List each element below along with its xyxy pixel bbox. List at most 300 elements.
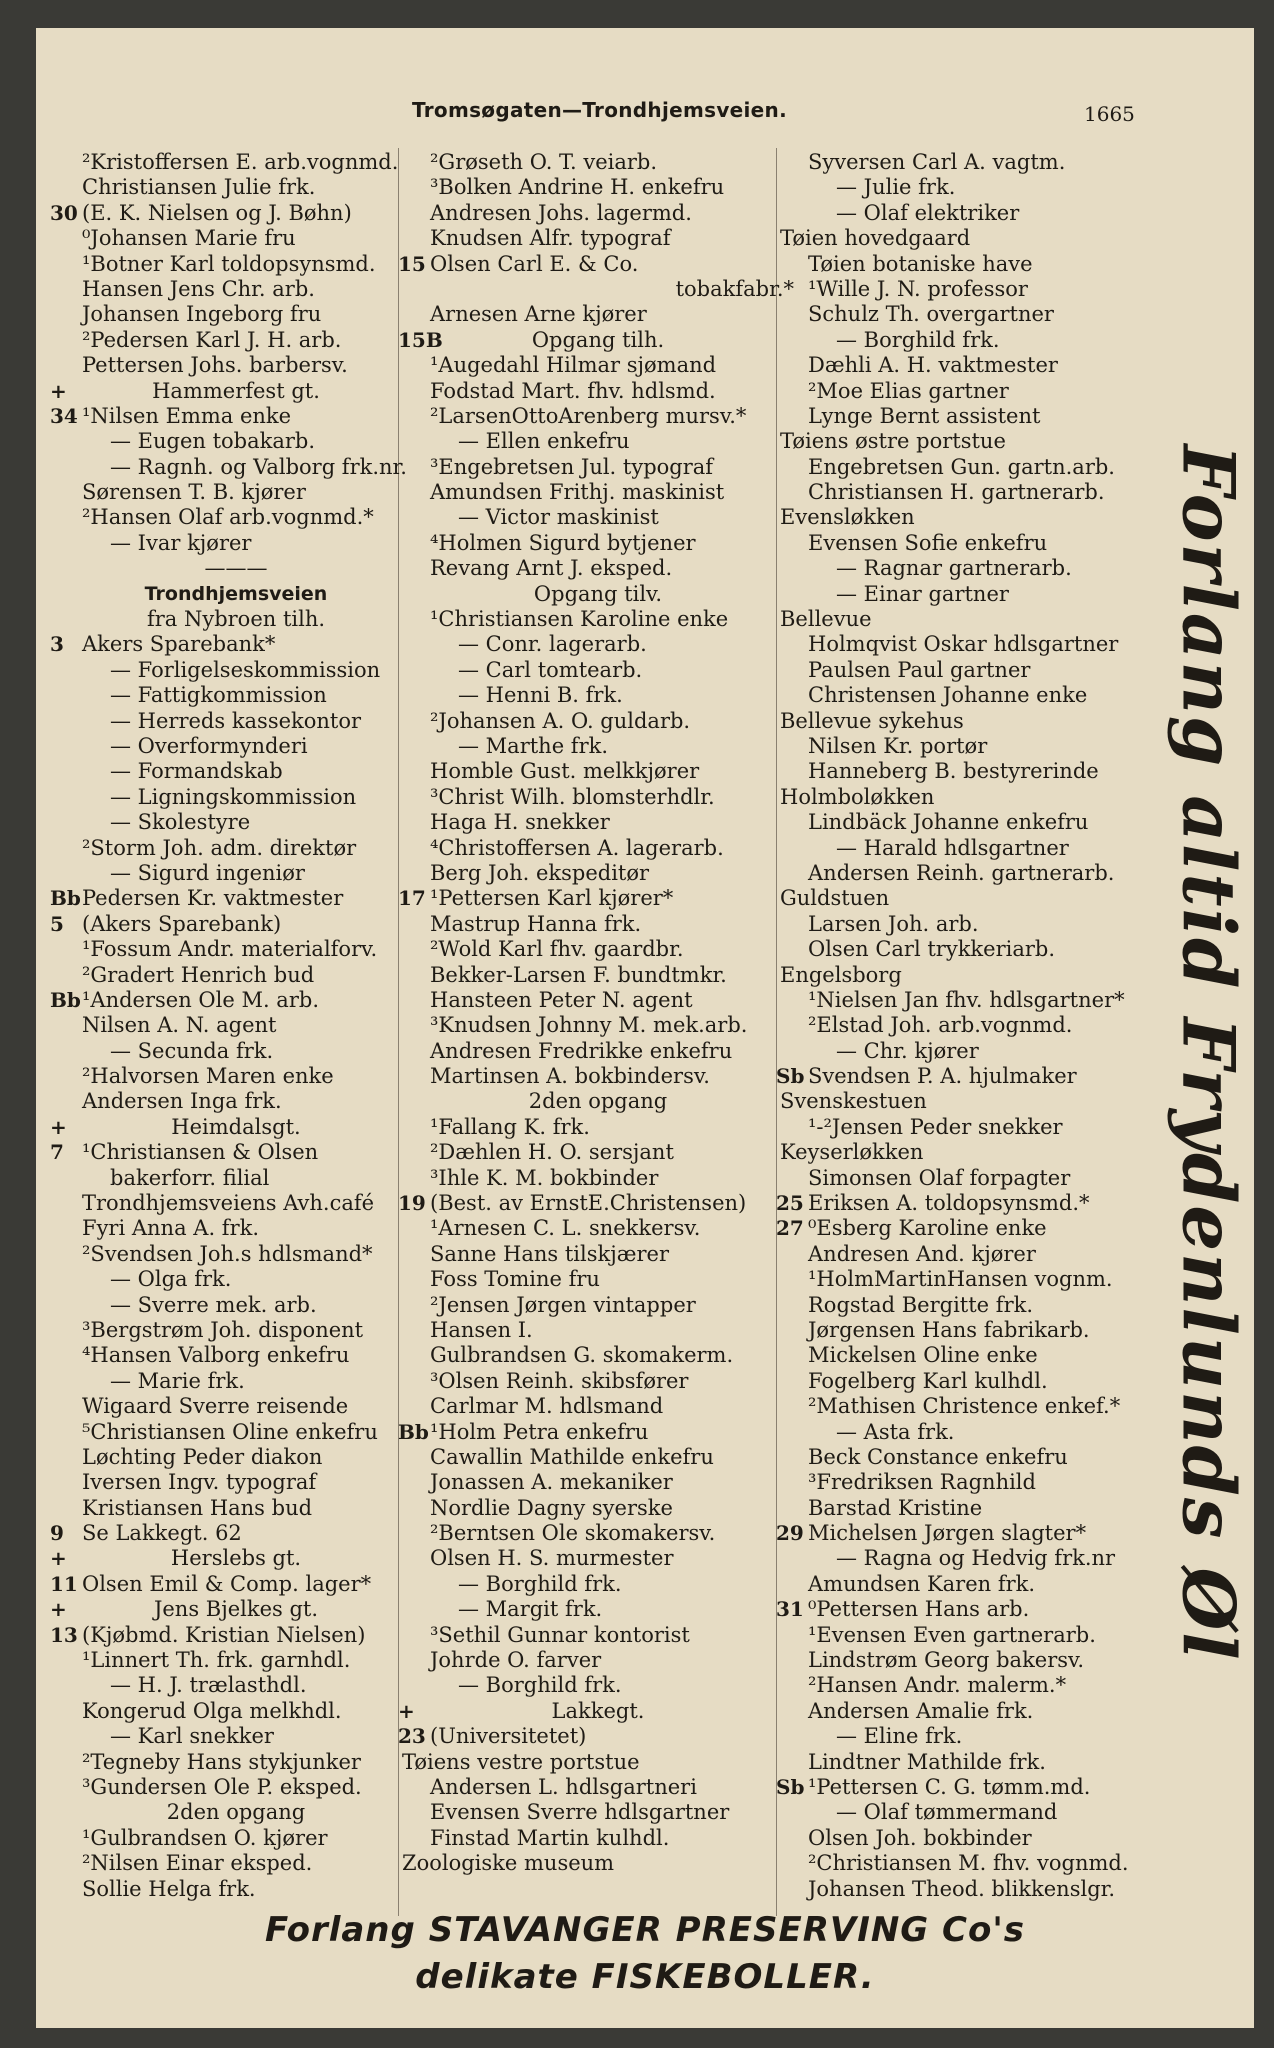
directory-entry: [398, 226, 798, 251]
house-number: 11: [50, 1571, 78, 1596]
directory-entry: [50, 1115, 422, 1140]
directory-entry: [50, 226, 422, 251]
directory-entry: [50, 759, 422, 784]
house-number: Sb: [776, 1064, 805, 1089]
entry-text: ³Ihle K. M. bokbinder: [430, 1165, 659, 1190]
entry-text: ¹Pettersen Karl kjører*: [430, 886, 674, 911]
entry-text: — Sigurd ingeniør: [110, 860, 305, 885]
house-number: +: [398, 1698, 415, 1723]
entry-text: ²Elstad Joh. arb.vognmd.: [808, 1013, 1073, 1038]
entry-text: Jonassen A. mekaniker: [430, 1470, 673, 1495]
entry-text: Homble Gust. melkkjører: [430, 759, 700, 784]
directory-entry: [776, 886, 1166, 911]
entry-text: ³Bergstrøm Joh. disponent: [82, 1317, 364, 1342]
directory-entry: [776, 709, 1166, 734]
directory-entry: [776, 1699, 1166, 1724]
entry-text: Svenskestuen: [780, 1089, 927, 1114]
house-number: +: [50, 1597, 67, 1622]
entry-text: Andersen L. hdlsgartneri: [430, 1775, 697, 1799]
directory-entry: [398, 1166, 798, 1191]
directory-entry: [776, 1343, 1166, 1368]
directory-entry: [776, 379, 1166, 404]
entry-text: — Ragna og Hedvig frk.nr: [836, 1546, 1116, 1571]
directory-entry: [776, 328, 1166, 353]
directory-entry: [776, 836, 1166, 861]
entry-text: (Universitetet): [430, 1724, 587, 1749]
entry-text: ²Wold Karl fhv. gaardbr.: [430, 937, 684, 962]
directory-entry: [398, 1851, 798, 1876]
entry-text: Hanneberg B. bestyrerinde: [808, 759, 1099, 784]
house-number: 7: [50, 1140, 64, 1165]
entry-text: Lakkegt.: [551, 1698, 645, 1723]
entry-text: Iversen Ingv. typograf: [82, 1470, 317, 1495]
directory-entry: [776, 1470, 1166, 1495]
directory-entry: [398, 963, 798, 988]
directory-entry: [50, 1572, 422, 1597]
entry-text: Tøiens vestre portstue: [402, 1749, 640, 1774]
entry-text: — Sverre mek. arb.: [110, 1292, 317, 1317]
directory-entry: [398, 886, 798, 911]
directory-entry: [776, 1064, 1166, 1089]
directory-entry: [398, 1013, 798, 1038]
entry-text: Fyri Anna A. frk.: [82, 1216, 260, 1241]
directory-entry: [50, 1064, 422, 1089]
entry-text: Sollie Helga frk.: [82, 1876, 256, 1901]
directory-entry: [50, 302, 422, 327]
directory-entry: [776, 531, 1166, 556]
entry-text: Bekker-Larsen F. bundtmkr.: [430, 962, 727, 987]
directory-entry: [50, 734, 422, 759]
directory-entry: [50, 988, 422, 1013]
entry-text: ²Mathisen Christence enkef.*: [808, 1394, 1121, 1419]
directory-entry: [50, 201, 422, 226]
directory-entry: [50, 1242, 422, 1267]
entry-text: ³Knudsen Johnny M. mek.arb.: [430, 1013, 748, 1038]
house-number: 19: [398, 1191, 426, 1216]
directory-entry: [50, 150, 422, 175]
directory-entry: [398, 582, 798, 607]
entry-text: — Olaf tømmermand: [836, 1800, 1058, 1825]
directory-entry: [398, 683, 798, 708]
entry-text: ¹HolmMartinHansen vognm.: [808, 1267, 1113, 1292]
directory-entry: [50, 785, 422, 810]
directory-entry: [398, 505, 798, 530]
entry-text: Engebretsen Gun. gartn.arb.: [808, 454, 1115, 479]
directory-entry: [50, 1496, 422, 1521]
directory-entry: [50, 1318, 422, 1343]
entry-text: Syversen Carl A. vagtm.: [808, 150, 1066, 174]
directory-entry: [50, 1343, 422, 1368]
entry-text: ²Jensen Jørgen vintapper: [430, 1292, 696, 1317]
entry-text: Olsen Joh. bokbinder: [808, 1825, 1032, 1850]
directory-entry: [50, 556, 422, 581]
entry-text: — Borghild frk.: [458, 1673, 622, 1698]
entry-text: — Olaf elektriker: [836, 200, 1020, 225]
house-number: 34: [50, 403, 78, 428]
entry-text: — Margit frk.: [458, 1597, 603, 1622]
directory-entry: [398, 480, 798, 505]
entry-text: Sanne Hans tilskjærer: [430, 1241, 669, 1266]
entry-text: Johrde O. farver: [430, 1648, 602, 1673]
entry-text: Fogelberg Karl kulhdl.: [808, 1368, 1048, 1393]
directory-entry: [50, 1597, 422, 1622]
directory-entry: [50, 1546, 422, 1571]
directory-entry: [398, 607, 798, 632]
entry-text: Andersen Inga frk.: [82, 1089, 282, 1114]
entry-text: Nilsen Kr. portør: [808, 733, 988, 758]
house-number: 23: [398, 1724, 426, 1749]
entry-text: Gulbrandsen G. skomakerm.: [430, 1343, 734, 1368]
entry-text: — Olga frk.: [110, 1267, 232, 1292]
directory-entry: [776, 1851, 1166, 1876]
entry-text: — Skolestyre: [110, 810, 251, 835]
directory-entry: [776, 1648, 1166, 1673]
entry-text: — Fattigkommission: [110, 683, 327, 708]
entry-text: ³Fredriksen Ragnhild: [808, 1470, 1036, 1495]
directory-entry: [398, 1572, 798, 1597]
entry-text: — Conr. lagerarb.: [458, 632, 647, 657]
entry-text: — Eline frk.: [836, 1724, 963, 1749]
entry-text: Andersen Amalie frk.: [808, 1698, 1034, 1723]
directory-entry: [776, 632, 1166, 657]
directory-entry: [776, 1826, 1166, 1851]
entry-text: Cawallin Mathilde enkefru: [430, 1444, 714, 1469]
directory-page: [36, 28, 1254, 2028]
directory-entry: [50, 861, 422, 886]
entry-text: — Henni B. frk.: [458, 683, 623, 708]
house-number: +: [50, 1546, 67, 1571]
entry-text: — Ragnar gartnerarb.: [836, 556, 1072, 581]
entry-text: Christiansen Julie frk.: [82, 175, 316, 200]
directory-entry: [776, 429, 1166, 454]
entry-text: — Ellen enkefru: [458, 429, 630, 454]
entry-text: ²Hansen Olaf arb.vognmd.*: [82, 505, 374, 530]
directory-entry: [398, 1242, 798, 1267]
directory-entry: [776, 1420, 1166, 1445]
directory-entry: [776, 1775, 1166, 1800]
directory-entry: [398, 353, 798, 378]
entry-text: Pettersen Johs. barbersv.: [82, 353, 348, 378]
directory-entry: [776, 1191, 1166, 1216]
directory-entry: [50, 963, 422, 988]
entry-text: Jørgensen Hans fabrikarb.: [808, 1317, 1090, 1342]
house-number: 17: [398, 886, 426, 911]
entry-text: ³Olsen Reinh. skibsfører: [430, 1368, 689, 1393]
entry-text: ⁰Pettersen Hans arb.: [808, 1597, 1030, 1622]
directory-entry: [50, 1851, 422, 1876]
directory-entry: [776, 1623, 1166, 1648]
house-number: Bb: [50, 987, 81, 1012]
directory-entry: [50, 912, 422, 937]
directory-entry: [50, 836, 422, 861]
directory-entry: [50, 1293, 422, 1318]
directory-entry: [776, 810, 1166, 835]
entry-text: ²Berntsen Ole skomakersv.: [430, 1521, 716, 1546]
entry-text: (E. K. Nielsen og J. Bøhn): [82, 200, 352, 225]
entry-text: Løchting Peder diakon: [82, 1444, 323, 1469]
entry-text: Tøien hovedgaard: [780, 226, 971, 251]
entry-text: Hammerfest gt.: [152, 378, 320, 403]
house-number: 13: [50, 1622, 78, 1647]
directory-entry: [776, 1521, 1166, 1546]
directory-entry: [776, 759, 1166, 784]
house-number: Bb: [398, 1419, 429, 1444]
directory-entry: [50, 1369, 422, 1394]
directory-entry: [398, 1369, 798, 1394]
entry-text: ¹Gulbrandsen O. kjører: [82, 1825, 328, 1850]
entry-text: Holmboløkken: [780, 784, 935, 809]
entry-text: Heimdalsgt.: [171, 1114, 301, 1139]
directory-entry: [50, 455, 422, 480]
entry-text: ³Christ Wilh. blomsterhdlr.: [430, 784, 715, 809]
directory-entry: [776, 1089, 1166, 1114]
directory-entry: [776, 277, 1166, 302]
directory-entry: [776, 785, 1166, 810]
entry-text: fra Nybroen tilh.: [146, 607, 326, 632]
directory-entry: [776, 175, 1166, 200]
directory-entry: [50, 252, 422, 277]
directory-entry: [776, 1216, 1166, 1241]
directory-entry: [776, 1115, 1166, 1140]
directory-entry: [398, 1673, 798, 1698]
entry-text: ¹Augedahl Hilmar sjømand: [430, 353, 717, 378]
directory-entry: [50, 404, 422, 429]
page-number: 1665: [1084, 102, 1135, 126]
entry-text: Pedersen Kr. vaktmester: [82, 886, 344, 911]
entry-text: Sørensen T. B. kjører: [82, 480, 306, 505]
entry-text: ¹Botner Karl toldopsynsmd.: [82, 251, 376, 276]
directory-entry: [50, 1877, 422, 1902]
entry-text: — Eugen tobakarb.: [110, 429, 316, 454]
directory-entry: [398, 1496, 798, 1521]
entry-text: Foss Tomine fru: [430, 1267, 600, 1292]
directory-entry: [50, 1445, 422, 1470]
directory-entry: [398, 1191, 798, 1216]
directory-entry: [398, 1470, 798, 1495]
entry-text: Lindbäck Johanne enkefru: [808, 810, 1089, 835]
entry-text: Opgang tilv.: [533, 581, 663, 606]
directory-entry: [776, 404, 1166, 429]
entry-text: ³Engebretsen Jul. typograf: [430, 454, 714, 479]
house-number: 27: [776, 1216, 804, 1241]
directory-entry: [776, 353, 1166, 378]
directory-entry: [398, 1699, 798, 1724]
directory-entry: [398, 150, 798, 175]
entry-text: Nilsen A. N. agent: [82, 1013, 277, 1038]
directory-entry: [398, 277, 798, 302]
entry-text: ⁵Christiansen Oline enkefru: [82, 1419, 378, 1444]
directory-entry: [50, 1521, 422, 1546]
directory-entry: [776, 1445, 1166, 1470]
entry-text: Trondhjemsveiens Avh.café: [82, 1191, 375, 1216]
directory-entry: [398, 658, 798, 683]
directory-entry: [776, 988, 1166, 1013]
directory-entry: [776, 937, 1166, 962]
directory-entry: [776, 1673, 1166, 1698]
entry-text: — Forligelseskommission: [110, 657, 381, 682]
directory-entry: [398, 988, 798, 1013]
entry-text: ³Sethil Gunnar kontorist: [430, 1622, 690, 1647]
directory-entry: [776, 455, 1166, 480]
directory-entry: [50, 379, 422, 404]
entry-text: Amundsen Frithj. maskinist: [430, 480, 725, 505]
entry-text: Finstad Martin kulhdl.: [430, 1825, 670, 1850]
directory-entry: [50, 607, 422, 632]
directory-entry: [398, 709, 798, 734]
entry-text: ¹Fossum Andr. materialforv.: [82, 937, 378, 962]
directory-entry: [776, 1394, 1166, 1419]
directory-entry: [50, 531, 422, 556]
entry-text: Svendsen P. A. hjulmaker: [808, 1064, 1077, 1089]
entry-text: tobakfabr.*: [675, 276, 794, 301]
entry-text: Martinsen A. bokbindersv.: [430, 1064, 710, 1089]
entry-text: ²Johansen A. O. guldarb.: [430, 708, 691, 733]
entry-text: ⁴Christoffersen A. lagerarb.: [430, 835, 724, 860]
directory-entry: [398, 1267, 798, 1292]
directory-entry: [776, 1877, 1166, 1902]
directory-entry: [398, 1546, 798, 1571]
entry-text: ²Hansen Andr. malerm.*: [808, 1673, 1067, 1698]
entry-text: Bellevue sykehus: [780, 708, 964, 733]
entry-text: Beck Constance enkefru: [808, 1444, 1068, 1469]
directory-entry: [398, 252, 798, 277]
entry-text: — Victor maskinist: [458, 505, 659, 530]
directory-entry: [398, 734, 798, 759]
directory-entry: [50, 480, 422, 505]
house-number: Bb: [50, 886, 81, 911]
directory-entry: [50, 1750, 422, 1775]
directory-entry: [50, 1089, 422, 1114]
directory-entry: [398, 836, 798, 861]
directory-entry: [398, 785, 798, 810]
entry-text: ⁴Hansen Valborg enkefru: [82, 1343, 350, 1368]
entry-text: Andresen Johs. lagermd.: [430, 200, 692, 225]
entry-text: ¹Linnert Th. frk. garnhdl.: [82, 1648, 351, 1673]
house-number: 15: [398, 251, 426, 276]
entry-text: — Ragnh. og Valborg frk.nr.: [110, 454, 407, 479]
directory-entry: [398, 1445, 798, 1470]
directory-entry: [50, 683, 422, 708]
entry-text: Andersen Reinh. gartnerarb.: [808, 860, 1115, 885]
directory-entry: [50, 1216, 422, 1241]
directory-entry: [50, 582, 422, 607]
entry-text: Lynge Bernt assistent: [808, 403, 1041, 428]
bottom-advertisement: [36, 1908, 1254, 2002]
directory-entry: [398, 1775, 798, 1800]
directory-entry: [398, 759, 798, 784]
entry-text: ²Storm Joh. adm. direktør: [82, 835, 357, 860]
entry-text: Jens Bjelkes gt.: [153, 1597, 319, 1622]
directory-entry: [776, 201, 1166, 226]
directory-entry: [776, 1267, 1166, 1292]
entry-text: Simonsen Olaf forpagter: [808, 1165, 1071, 1190]
entry-text: ²Kristoffersen E. arb.vognmd.: [82, 150, 399, 174]
directory-entry: [398, 1800, 798, 1825]
directory-entry: [398, 1039, 798, 1064]
directory-entry: [776, 505, 1166, 530]
directory-entry: [776, 1750, 1166, 1775]
entry-text: Nordlie Dagny syerske: [430, 1495, 673, 1520]
directory-entry: [776, 1242, 1166, 1267]
directory-entry: [50, 709, 422, 734]
directory-entry: [398, 1293, 798, 1318]
directory-entry: [398, 556, 798, 581]
entry-text: Hansen Jens Chr. arb.: [82, 276, 315, 301]
entry-text: Lindstrøm Georg bakersv.: [808, 1648, 1085, 1673]
directory-entry: [398, 1826, 798, 1851]
entry-text: Tøiens østre portstue: [780, 429, 1006, 454]
entry-text: Hansen I.: [430, 1317, 533, 1342]
directory-entry: [398, 379, 798, 404]
directory-entry: [776, 734, 1166, 759]
entry-text: — Marie frk.: [110, 1368, 245, 1393]
directory-entry: [50, 1673, 422, 1698]
directory-entry: [50, 1267, 422, 1292]
entry-text: Opgang tilh.: [531, 327, 665, 352]
entry-text: ²Moe Elias gartner: [808, 378, 1009, 403]
directory-entry: [776, 150, 1166, 175]
entry-text: Revang Arnt J. eksped.: [430, 556, 673, 581]
entry-text: — Chr. kjører: [836, 1038, 979, 1063]
entry-text: Lindtner Mathilde frk.: [808, 1749, 1046, 1774]
entry-text: Johansen Theod. blikkenslgr.: [808, 1876, 1116, 1901]
entry-text: Barstad Kristine: [808, 1495, 983, 1520]
entry-text: Fodstad Mart. fhv. hdlsmd.: [430, 378, 716, 403]
entry-text: Akers Sparebank*: [82, 632, 276, 657]
entry-text: Engelsborg: [780, 962, 902, 987]
directory-entry: [776, 1724, 1166, 1749]
entry-text: ⁰Esberg Karoline enke: [808, 1216, 1047, 1241]
entry-text: ¹Fallang K. frk.: [430, 1114, 590, 1139]
directory-entry: [398, 632, 798, 657]
house-number: 30: [50, 200, 78, 225]
directory-entry: [776, 963, 1166, 988]
directory-entry: [398, 1394, 798, 1419]
directory-entry: [398, 302, 798, 327]
directory-entry: [398, 1750, 798, 1775]
directory-entry: [776, 1013, 1166, 1038]
entry-text: — Marthe frk.: [458, 733, 609, 758]
entry-text: — Secunda frk.: [110, 1038, 274, 1063]
entry-text: (Best. av ErnstE.Christensen): [430, 1191, 747, 1216]
entry-text: — Borghild frk.: [458, 1571, 622, 1596]
entry-text: — Asta frk.: [836, 1419, 955, 1444]
directory-entry: [50, 1623, 422, 1648]
directory-entry: [776, 1546, 1166, 1571]
directory-entry: [398, 1724, 798, 1749]
directory-entry: [50, 1039, 422, 1064]
directory-entry: [776, 1800, 1166, 1825]
directory-entry: [50, 1013, 422, 1038]
house-number: 15B: [398, 327, 443, 352]
directory-entry: [776, 658, 1166, 683]
directory-entry: [50, 328, 422, 353]
directory-entry: [776, 556, 1166, 581]
directory-entry: [776, 1140, 1166, 1165]
house-number: 29: [776, 1521, 804, 1546]
entry-text: ²Svendsen Joh.s hdlsmand*: [82, 1241, 373, 1266]
entry-text: ¹Holm Petra enkefru: [430, 1419, 649, 1444]
page-title: Tromsøgaten—Trondhjemsveien.: [412, 98, 787, 122]
directory-entry: [50, 937, 422, 962]
directory-entry: [50, 1140, 422, 1165]
entry-text: ²Halvorsen Maren enke: [82, 1064, 334, 1089]
directory-entry: [50, 277, 422, 302]
entry-text: ²Gradert Henrich bud: [82, 962, 315, 987]
entry-text: Evensen Sofie enkefru: [808, 530, 1048, 555]
directory-entry: [776, 1496, 1166, 1521]
column-left: [50, 150, 422, 1902]
